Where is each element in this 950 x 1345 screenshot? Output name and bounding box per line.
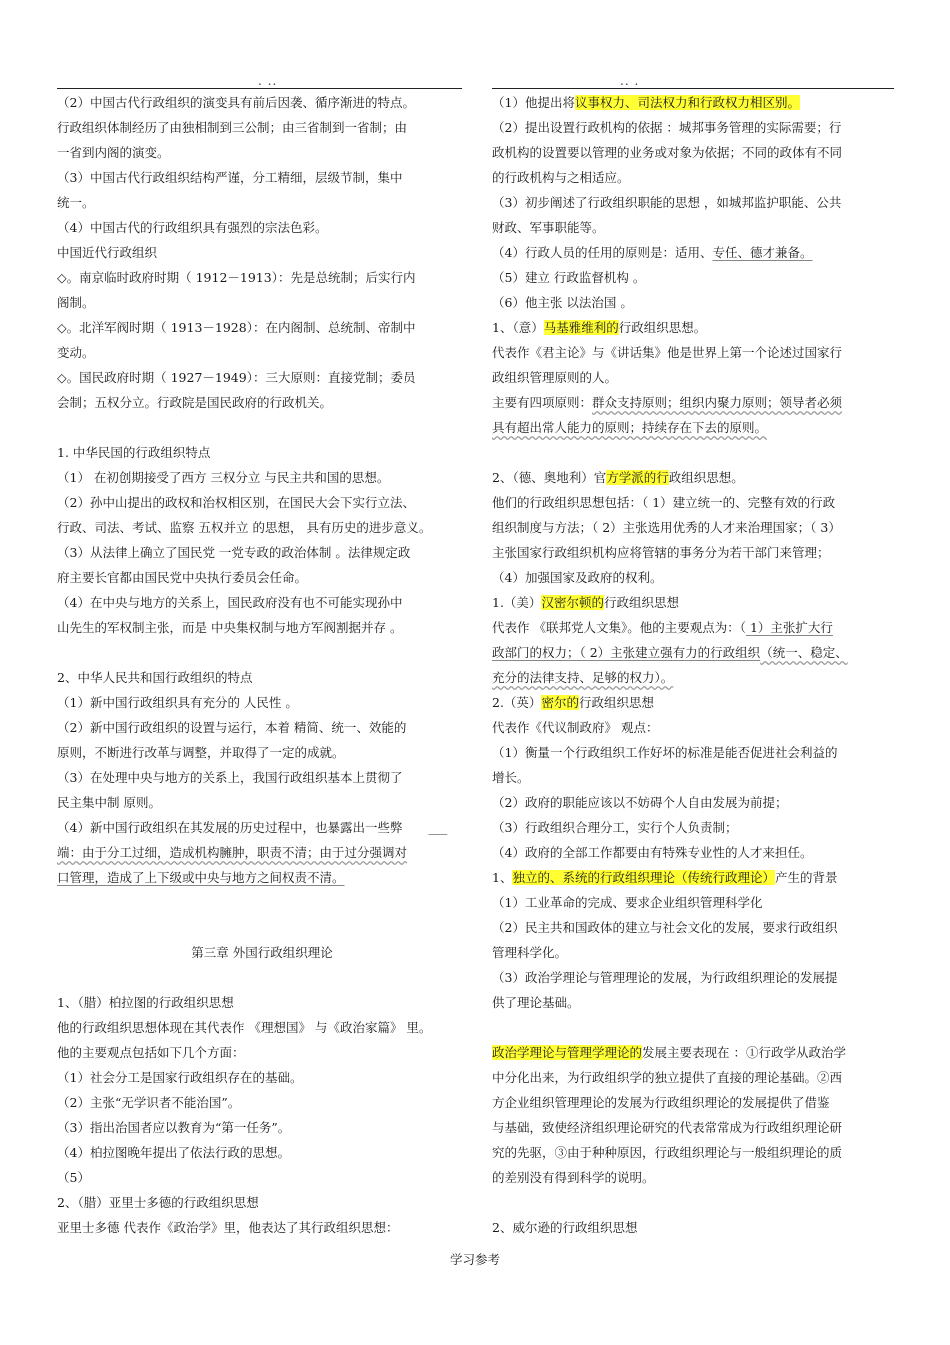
text-span: 2、（德、奥地利）官 <box>492 470 607 485</box>
spacer <box>492 440 902 465</box>
spacer <box>492 1015 902 1040</box>
text-line: 政组织管理原则的人。 <box>492 370 618 385</box>
underlined-text: （统一、稳定、 <box>760 645 848 660</box>
chapter-title: 第三章 外国行政组织理论 <box>191 945 333 960</box>
text-span: 行政组织思想。 <box>618 320 707 335</box>
text-line: 主张国家行政组织机构应将管辖的事务分为若干部门来管理； <box>492 545 830 560</box>
highlighted-text: 独立的、系统的行政组织理论（传统行政理论） <box>512 870 775 885</box>
section-heading: 1. 中华民国的行政组织特点 <box>57 445 211 460</box>
text-line: （2）政府的职能应该以不妨碍个人自由发展为前提； <box>492 795 788 810</box>
text-span: 1、 <box>492 870 513 885</box>
section-heading <box>492 590 902 615</box>
text-line: （2）新中国行政组织的设置与运行，本着 精简、统一、效能的 <box>57 720 407 735</box>
text-line: 端：由于分工过细，造成机构臃肿，职责不清；由于过分强调对 <box>57 845 408 860</box>
text-line: （3）政治学理论与管理理论的发展，为行政组织理论的发展提 <box>492 970 838 985</box>
text-line: 府主要长官都由国民党中央执行委员会任命。 <box>57 570 308 585</box>
text-line: （4）在中央与地方的关系上，国民政府没有也不可能实现孙中 <box>57 595 403 610</box>
section-heading <box>492 865 902 890</box>
text-line: （2）孙中山提出的政权和治权相区别，在国民大会下实行立法、 <box>57 495 415 510</box>
underlined-text: 群众支持原则；组织内聚力原则；领导者必须 <box>592 395 843 410</box>
text-line: 民主集中制 原则。 <box>57 795 161 810</box>
text-span: 行政组织思想 <box>603 595 679 610</box>
text-line: （2）主张“无学识者不能治国”。 <box>57 1095 241 1110</box>
text-line: （6）他主张 以法治国 。 <box>492 295 633 310</box>
text-line: 会制；五权分立。行政院是国民政府的行政机关。 <box>57 395 333 410</box>
text-span: （4）行政人员的任用的原则是：适用、 <box>492 245 713 260</box>
text-line: 口管理，造成了上下级或中央与地方之间权责不清。 <box>57 870 345 885</box>
header-dots-right: .. . <box>620 74 640 88</box>
text-span: 代表作 《联邦党人文集》。他的主要观点为：（ <box>492 620 746 635</box>
text-line: （3）指出治国者应以教育为“第一任务”。 <box>57 1120 291 1135</box>
text-line: 代表作《代议制政府》 观点： <box>492 720 659 735</box>
section-heading <box>492 315 902 340</box>
text-line: （3）初步阐述了行政组织职能的思想 ，如城邦监护职能、公共 <box>492 195 842 210</box>
section-heading <box>492 690 902 715</box>
text-span: ___ <box>428 820 448 835</box>
highlighted-text: 汉密尔顿的 <box>541 595 604 610</box>
header-rule-left <box>57 88 462 89</box>
underlined-text: 专任、德才兼备。 <box>712 245 813 260</box>
text-line: 统一。 <box>57 195 95 210</box>
text-line: 财政、军事职能等。 <box>492 220 605 235</box>
spacer <box>57 890 467 940</box>
section-heading: 2、（腊）亚里士多德的行政组织思想 <box>57 1195 259 1210</box>
text-line: 变动。 <box>57 345 95 360</box>
text-line: 供了理论基础。 <box>492 995 580 1010</box>
page-footer: 学习参考 <box>449 1252 500 1267</box>
text-line: 代表作《君主论》与《讲话集》他是世界上第一个论述过国家行 <box>492 345 843 360</box>
text-line <box>492 1040 902 1065</box>
text-span: 1.（美） <box>492 595 542 610</box>
highlighted-text: 议事权力、司法权力和行政权力相区别。 <box>574 95 800 110</box>
text-line: （4）中国古代的行政组织具有强烈的宗法色彩。 <box>57 220 328 235</box>
text-line: ◇。北洋军阀时期（ 1913－1928）：在内阁制、总统制、帝制中 <box>57 320 416 335</box>
spacer <box>57 965 467 990</box>
header-dots-left: . .. <box>258 74 278 88</box>
text-line: （5） <box>57 1170 90 1185</box>
text-span: 主要有四项原则： <box>492 395 593 410</box>
text-line: 组织制度与方法；（ 2）主张选用优秀的人才来治理国家；（ 3） <box>492 520 841 535</box>
text-line: （1）新中国行政组织具有充分的 人民性 。 <box>57 695 298 710</box>
text-span: 2.（英） <box>492 695 542 710</box>
section-heading: 2、威尔逊的行政组织思想 <box>492 1220 638 1235</box>
text-line <box>492 90 902 115</box>
text-line: 他们的行政组织思想包括：（ 1）建立统一的、完整有效的行政 <box>492 495 836 510</box>
text-line: 的行政机构与之相适应。 <box>492 170 630 185</box>
text-line: （1） 在初创期接受了西方 三权分立 与民主共和国的思想。 <box>57 470 390 485</box>
text-line: 增长。 <box>492 770 530 785</box>
section-heading: 1、（腊）柏拉图的行政组织思想 <box>57 995 234 1010</box>
text-span: 发展主要表现在 ：①行政学从政治学 <box>642 1045 846 1060</box>
text-line: 具有超出常人能力的原则；持续存在下去的原则。 <box>492 420 768 435</box>
text-span: 政组织思想。 <box>668 470 744 485</box>
text-line: （2）提出设置行政机构的依据 ：城邦事务管理的实际需要；行 <box>492 120 842 135</box>
section-heading: 2、中华人民共和国行政组织的特点 <box>57 670 253 685</box>
text-span: 行政组织思想 <box>578 695 654 710</box>
text-line: 一省到内阁的演变。 <box>57 145 170 160</box>
text-line: 中分化出来，为行政组织学的独立提供了直接的理论基础。②西 <box>492 1070 843 1085</box>
text-line: 行政组织体制经历了由独相制到三公制；由三省制到一省制；由 <box>57 120 408 135</box>
section-heading <box>492 465 902 490</box>
highlighted-text: 政治学理论与管理学理论的 <box>492 1045 643 1060</box>
spacer <box>57 640 467 665</box>
text-line: （3）行政组织合理分工，实行个人负责制； <box>492 820 738 835</box>
text-line <box>492 640 902 665</box>
text-line <box>492 240 902 265</box>
spacer <box>492 1190 902 1215</box>
underlined-text: 1）主张扩大行 <box>745 620 833 635</box>
text-line: （4）政府的全部工作都要由有特殊专业性的人才来担任。 <box>492 845 813 860</box>
text-line: 与基础，致使经济组织理论研究的代表常常成为行政组织理论研 <box>492 1120 843 1135</box>
text-line: ◇。国民政府时期（ 1927－1949）：三大原则：直接党制；委员 <box>57 370 416 385</box>
text-line: ◇。南京临时政府时期（ 1912－1913）：先是总统制；后实行内 <box>57 270 416 285</box>
text-line: （1）衡量一个行政组织工作好坏的标准是能否促进社会利益的 <box>492 745 838 760</box>
text-line: 方企业组织管理理论的发展为行政组织理论的发展提供了借鉴 <box>492 1095 830 1110</box>
text-line <box>492 390 902 415</box>
section-heading: 中国近代行政组织 <box>57 245 158 260</box>
highlighted-text: 密尔的 <box>541 695 579 710</box>
highlighted-text: 方学派的行 <box>606 470 669 485</box>
spacer <box>57 415 467 440</box>
text-line: 山先生的军权制主张，而是 中央集权制与地方军阀割据并存 。 <box>57 620 403 635</box>
text-line: 阁制。 <box>57 295 95 310</box>
text-span: （1）他提出将 <box>492 95 575 110</box>
text-line <box>57 815 467 840</box>
text-line: （4）加强国家及政府的权利。 <box>492 570 663 585</box>
text-line: （2）中国古代行政组织的演变具有前后因袭、循序渐进的特点。 <box>57 95 415 110</box>
left-column <box>57 90 467 1240</box>
text-line: 原则，不断进行改革与调整，并取得了一定的成就。 <box>57 745 345 760</box>
text-line: （3）中国古代行政组织结构严谨，分工精细，层级节制，集中 <box>57 170 403 185</box>
text-line: （3）在处理中央与地方的关系上，我国行政组织基本上贯彻了 <box>57 770 403 785</box>
header-rule-right <box>492 88 894 89</box>
text-line: 的差别没有得到科学的说明。 <box>492 1170 655 1185</box>
text-line: 他的主要观点包括如下几个方面： <box>57 1045 245 1060</box>
text-span: 产生的背景 <box>774 870 838 885</box>
text-line: （2）民主共和国政体的建立与社会文化的发展，要求行政组织 <box>492 920 838 935</box>
text-line: 充分的法律支持、足够的权力）。 <box>492 670 674 685</box>
text-line: （1）社会分工是国家行政组织存在的基础。 <box>57 1070 303 1085</box>
text-line: （5）建立 行政监督机构 。 <box>492 270 646 285</box>
text-line <box>492 615 902 640</box>
underlined-text: 政部门的权力；（ 2）主张建立强有力的行政组织 <box>492 645 761 660</box>
text-line: 行政、司法、考试、监察 五权并立 的思想， 具有历史的进步意义。 <box>57 520 432 535</box>
text-line: 究的先驱，③由于种种原因，行政组织理论与一般组织理论的质 <box>492 1145 843 1160</box>
text-span: 1、（意） <box>492 320 544 335</box>
right-column <box>492 90 902 1240</box>
text-line: （3）从法律上确立了国民党 一党专政的政治体制 。法律规定政 <box>57 545 411 560</box>
text-span: （4）新中国行政组织在其发展的历史过程中，也暴露出一些弊 <box>57 820 403 835</box>
text-line: 亚里士多德 代表作《政治学》里，他表达了其行政组织思想： <box>57 1220 399 1235</box>
text-line: 政机构的设置要以管理的业务或对象为依据；不同的政体有不同 <box>492 145 843 160</box>
highlighted-text: 马基雅维利的 <box>543 320 619 335</box>
text-line: （1）工业革命的完成、要求企业组织管理科学化 <box>492 895 763 910</box>
text-line: （4）柏拉图晚年提出了依法行政的思想。 <box>57 1145 290 1160</box>
text-line: 管理科学化。 <box>492 945 568 960</box>
text-line: 他的行政组织思想体现在其代表作 《理想国》 与《政治家篇》 里。 <box>57 1020 432 1035</box>
